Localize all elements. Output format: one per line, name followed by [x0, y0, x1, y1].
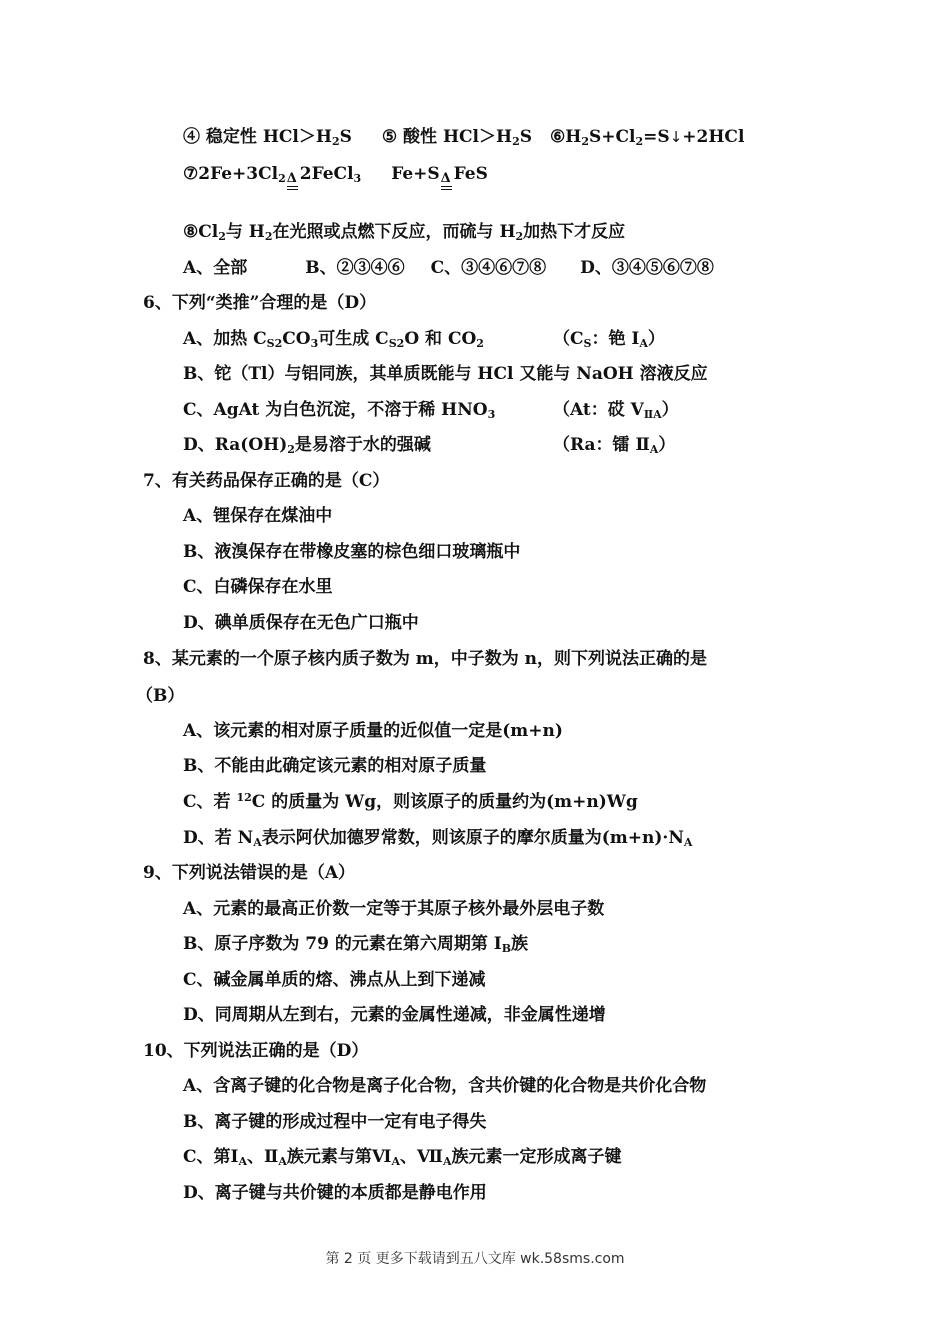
question-6-note-d: （Ra：镭 $Ⅱ_A$） — [553, 435, 676, 456]
question-8-option-b: B、不能由此确定该元素的相对原子质量 — [183, 756, 487, 776]
question-7-option-d: D、碘单质保存在无色广口瓶中 — [183, 613, 419, 633]
question-9-stem: 9、下列说法错误的是（A） — [143, 863, 356, 883]
question-6-option-a: A、加热 $C_{S2}CO_3$可生成 $C_{S2}O$ 和 $CO_2$ — [183, 329, 484, 350]
question-6-option-b: B、铊（Tl）与铝同族，其单质既能与 HCl 又能与 NaOH 溶液反应 — [183, 364, 708, 384]
question-8-option-c: C、若 $^{12}$C 的质量为 Wg，则该原子的质量约为(m+n)Wg — [183, 791, 638, 812]
question-7-option-b: B、液溴保存在带橡皮塞的棕色细口玻璃瓶中 — [183, 542, 521, 562]
question-8-option-d: D、若 $N_A$表示阿伏加德罗常数，则该原子的摩尔质量为$(m+n)\cdot N_A$ — [183, 828, 693, 849]
heating-condition-icon: Δ — [440, 163, 454, 185]
question-10-option-c: C、第$Ⅰ_A$、$Ⅱ_A$族元素与第$Ⅵ_A$、$Ⅶ_A$族元素一定形成离子键 — [183, 1147, 622, 1168]
question-7-option-c: C、白磷保存在水里 — [183, 577, 333, 597]
question-10-option-d: D、离子键与共价键的本质都是静电作用 — [183, 1183, 487, 1203]
question-7-stem: 7、有关药品保存正确的是（C） — [143, 471, 390, 491]
question-6-stem: 6、下列“类推”合理的是（D） — [143, 293, 377, 313]
question-9-option-b: B、原子序数为 79 的元素在第六周期第 $I_B$族 — [183, 934, 529, 955]
question-10-option-b: B、离子键的形成过程中一定有电子得失 — [183, 1112, 487, 1132]
statement-line-7: $⑦2Fe+3Cl_2$ Δ 2FeCl$_3$ Fe+S Δ FeS — [183, 163, 488, 185]
question-9-option-d: D、同周期从左到右，元素的金属性递减，非金属性递增 — [183, 1005, 606, 1025]
question-6-option-c: C、AgAt 为白色沉淀，不溶于稀 $HNO_3$ — [183, 400, 496, 421]
question-8-stem: 8、某元素的一个原子核内质子数为 m，中子数为 n，则下列说法正确的是 — [143, 649, 708, 669]
heating-condition-icon: Δ — [286, 163, 300, 185]
question-6-note-c: （At：砹 $V_{ⅡA}$） — [553, 400, 679, 421]
statement-line-4-6: ④ 稳定性 $HCl>H_2S$ ⑤ 酸性 $HCl>H_2S$ $⑥H_2S+Cl_2=S↓+2HCl$ — [183, 127, 745, 148]
page-footer: 第 2 页 更多下载请到五八文库 wk.58sms.com — [325, 1251, 625, 1267]
question-7-option-a: A、锂保存在煤油中 — [183, 506, 333, 526]
answer-options-q5: A、全部 B、②③④⑥ C、③④⑥⑦⑧ D、③④⑤⑥⑦⑧ — [183, 258, 714, 278]
question-10-option-a: A、含离子键的化合物是离子化合物，含共价键的化合物是共价化合物 — [183, 1076, 707, 1096]
question-6-option-d: D、$Ra(OH)_2$是易溶于水的强碱 — [183, 435, 431, 456]
question-6-note-a: （$C_S$：铯 $I_A$） — [553, 329, 665, 350]
precipitate-arrow-icon: ↓ — [669, 128, 683, 146]
statement-line-8: $⑧Cl_2$与 $H_2$在光照或点燃下反应，而硫与 $H_2$加热下才反应 — [183, 222, 626, 243]
question-9-option-c: C、碱金属单质的熔、沸点从上到下递减 — [183, 970, 486, 990]
question-8-stem-answer: （B） — [136, 686, 185, 706]
question-9-option-a: A、元素的最高正价数一定等于其原子核外最外层电子数 — [183, 899, 605, 919]
question-10-stem: 10、下列说法正确的是（D） — [143, 1041, 369, 1061]
question-8-option-a: A、该元素的相对原子质量的近似值一定是(m+n) — [183, 721, 563, 741]
